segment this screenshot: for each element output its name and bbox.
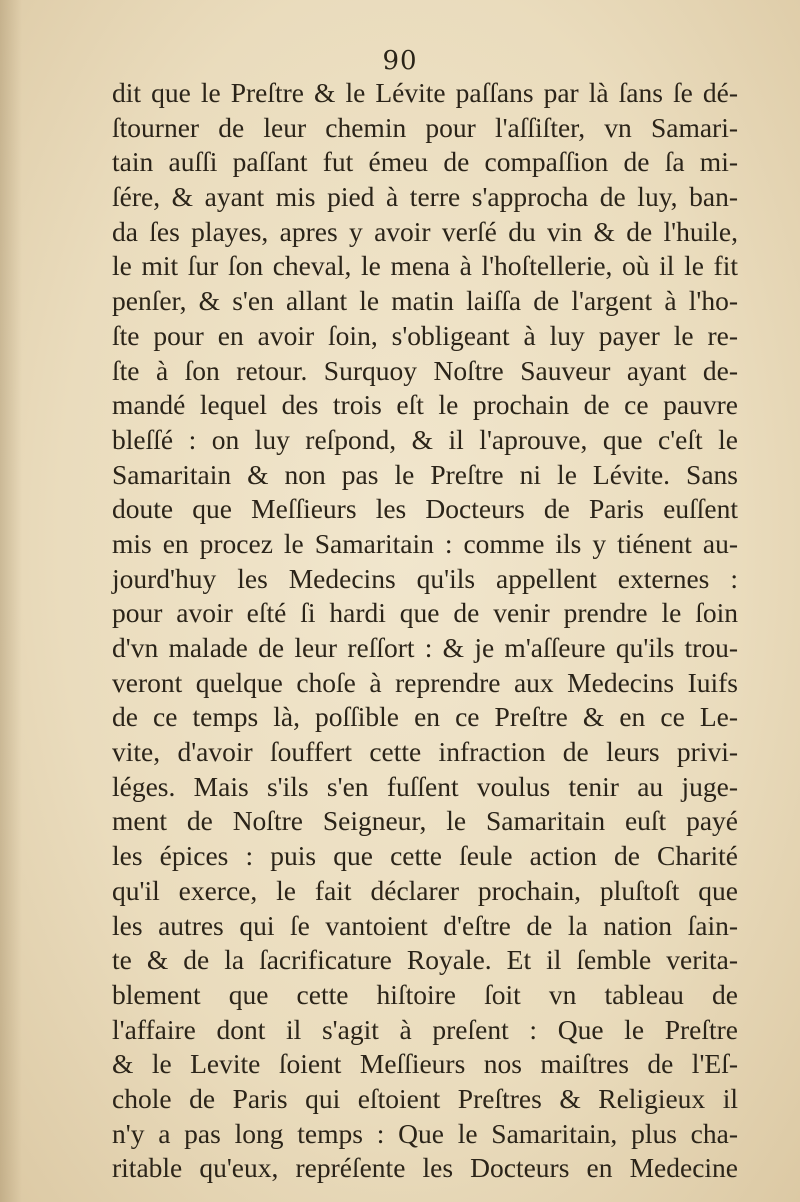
text-line: mandé lequel des trois eſt le prochain de ce pauvre <box>112 389 738 421</box>
text-line: chole de Paris qui eſtoient Preſtres & Religieux il <box>112 1082 738 1114</box>
text-line: ſte pour en avoir ſoin, s'obligeant à luy payer le re- <box>112 319 738 351</box>
text-line: n'y a pas long temps : Que le Samaritain, plus cha- <box>112 1117 738 1149</box>
text-line: te & de la ſacrificature Royale. Et il ſemble verita- <box>112 944 738 976</box>
text-line: jourd'huy les Medecins qu'ils appellent externes : <box>112 562 738 594</box>
text-line: léges. Mais s'ils s'en fuſſent voulus tenir au juge- <box>112 770 738 802</box>
text-line: veront quelque choſe à reprendre aux Medecins Iuifs <box>112 666 738 698</box>
text-line: pour avoir eſté ſi hardi que de venir prendre le ſoin <box>112 597 738 629</box>
text-line: doute que Meſſieurs les Docteurs de Paris euſſent <box>112 493 738 525</box>
text-line: ſte à ſon retour. Surquoy Noſtre Sauveur ayant de- <box>112 354 738 386</box>
text-line: & le Levite ſoient Meſſieurs nos maiſtres de l'Eſ- <box>112 1048 738 1080</box>
text-line: tain auſſi paſſant fut émeu de compaſſion de ſa mi- <box>112 146 738 178</box>
text-line: dit que le Preſtre & le Lévite paſſans par là ſans ſe dé- <box>112 77 738 108</box>
text-line: mis en procez le Samaritain : comme ils y tiénent au- <box>112 527 738 559</box>
text-line: da ſes playes, apres y avoir verſé du vin & de l'huile, <box>112 215 738 247</box>
page-edge-shadow <box>0 0 22 1202</box>
page-number: 90 <box>382 46 418 76</box>
text-line: ſtourner de leur chemin pour l'aſſiſter, vn Samari- <box>112 111 738 143</box>
text-line: les autres qui ſe vantoient d'eſtre de la nation ſain- <box>112 909 738 941</box>
text-line: ſére, & ayant mis pied à terre s'approcha de luy, ban- <box>112 181 738 213</box>
text-line: vite, d'avoir ſouffert cette infraction de leurs privi- <box>112 736 738 768</box>
text-line: les épices : puis que cette ſeule action de Charité <box>112 840 738 872</box>
text-line: le mit ſur ſon cheval, le mena à l'hoſtellerie, où il le fit <box>112 250 738 282</box>
text-line: penſer, & s'en allant le matin laiſſa de l'argent à l'ho- <box>112 285 738 317</box>
text-line: ment de Noſtre Seigneur, le Samaritain euſt payé <box>112 805 738 837</box>
text-line: bleſſé : on luy reſpond, & il l'aprouve, que c'eſt le <box>112 423 738 455</box>
body-text <box>112 76 738 1186</box>
text-line: ritable qu'eux, repréſente les Docteurs en Medecine <box>112 1152 738 1184</box>
text-line: blement que cette hiſtoire ſoit vn tableau de <box>112 978 738 1010</box>
text-line: de ce temps là, poſſible en ce Preſtre & en ce Le- <box>112 701 738 733</box>
text-line: l'affaire dont il s'agit à preſent : Que le Preſtre <box>112 1013 738 1045</box>
text-line: qu'il exerce, le fait déclarer prochain, pluſtoſt que <box>112 874 738 906</box>
text-line: Samaritain & non pas le Preſtre ni le Lévite. Sans <box>112 458 738 490</box>
text-line: d'vn malade de leur reſſort : & je m'aſſeure qu'ils trou- <box>112 632 738 663</box>
